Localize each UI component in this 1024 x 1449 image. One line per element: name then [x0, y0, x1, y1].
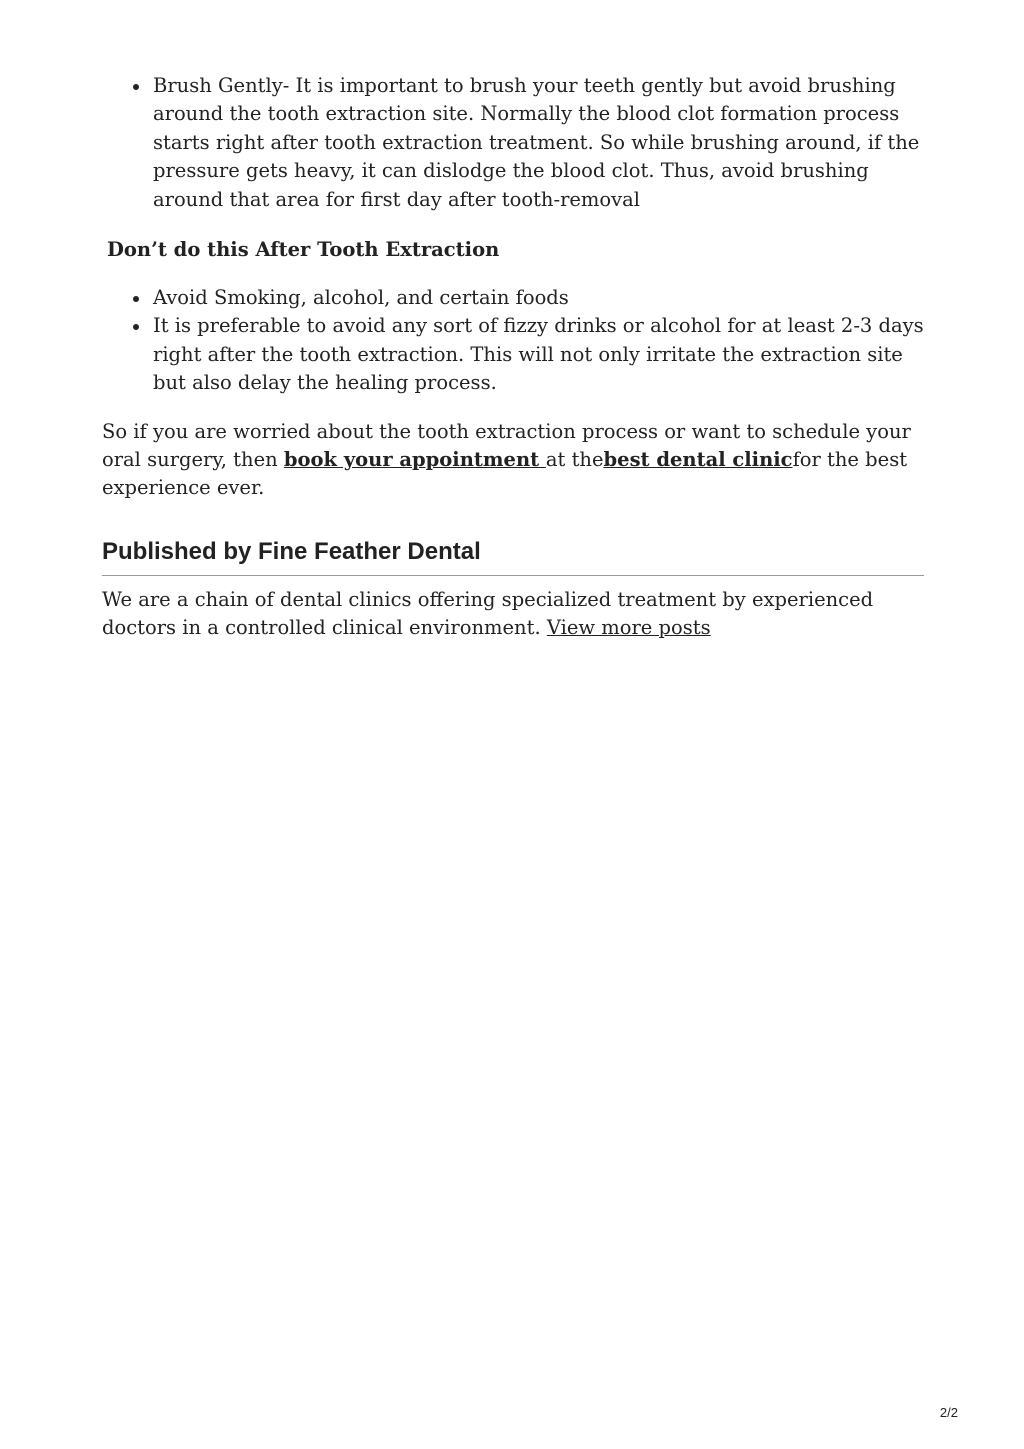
cta-text: at the [545, 448, 604, 472]
article-body [102, 70, 924, 643]
avoid-list [102, 284, 924, 398]
section-heading: Don’t do this After Tooth Extraction [107, 238, 500, 262]
author-bio-text: We are a chain of dental clinics offering specialized treatment by experienced doctors in a controlled clinical environment. [102, 587, 874, 640]
call-to-action-paragraph [102, 418, 924, 503]
author-heading: Published by Fine Feather Dental [102, 537, 924, 576]
view-more-posts-link[interactable]: View more posts [546, 616, 711, 640]
page-number: 2/2 [939, 1405, 958, 1420]
book-appointment-link[interactable]: book your appointment [283, 448, 546, 472]
best-dental-clinic-link[interactable]: best dental clinic [603, 448, 793, 472]
author-bio [102, 586, 924, 643]
cta-text: for the best experience ever. [102, 448, 908, 500]
cta-text: So if you are worried about the tooth extraction process or want to schedule your oral surgery, then [102, 419, 911, 472]
list-item: Brush Gently- It is important to brush your teeth gently but avoid brushing around the tooth extraction site. Normally the blood clot formation process starts right after tooth extraction treatment. So while brushing around, if the pressure gets heavy, it can dislodge the blood clot. Thus, avoid brushing around that area for first day after tooth-removal [153, 72, 924, 214]
care-tips-list [102, 72, 924, 214]
list-item: Avoid Smoking, alcohol, and certain foods [153, 284, 924, 312]
list-item: It is preferable to avoid any sort of fizzy drinks or alcohol for at least 2-3 days right after the tooth extraction. This will not only irritate the extraction site but also delay the healing process. [153, 312, 924, 397]
